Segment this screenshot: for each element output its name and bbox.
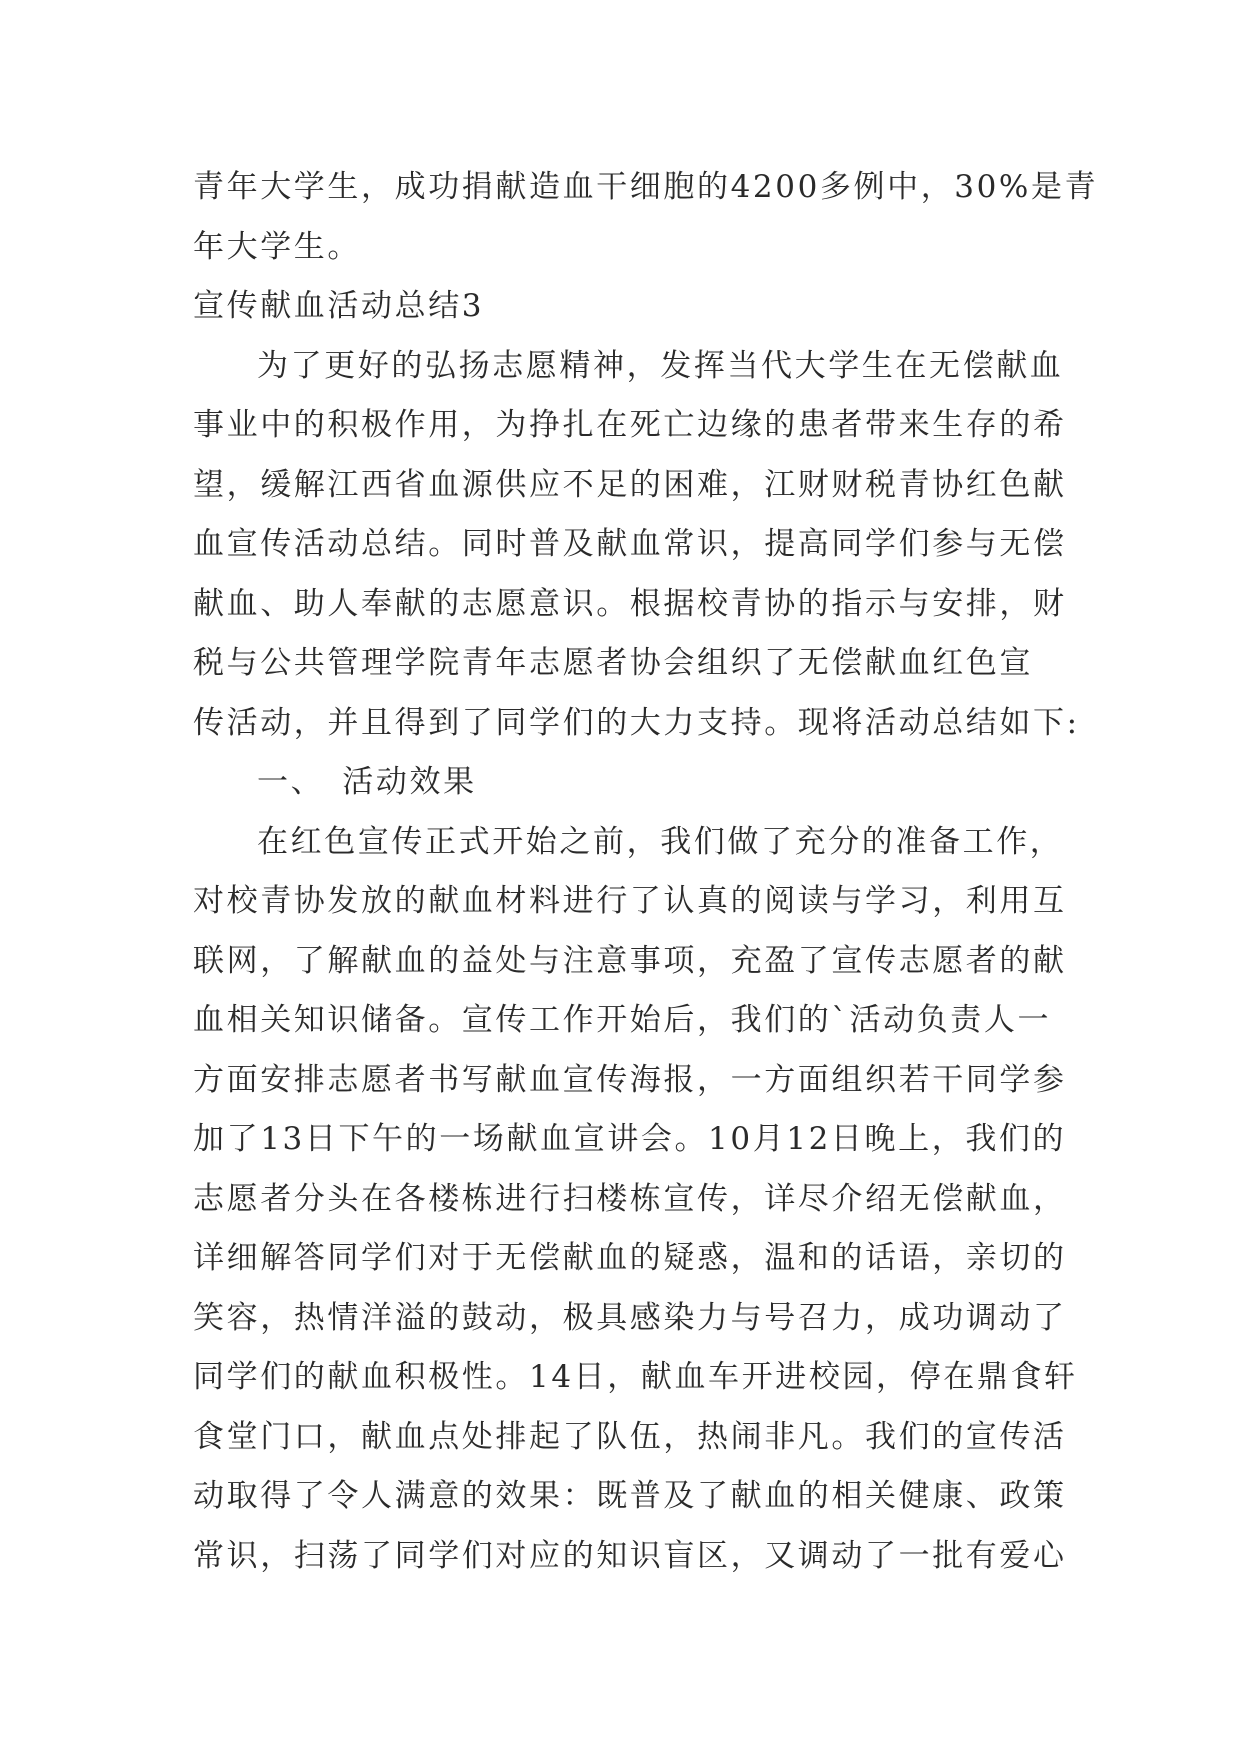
text-line: 联网，了解献血的益处与注意事项，充盈了宣传志愿者的献	[193, 942, 1067, 979]
section-heading: 宣传献血活动总结3	[193, 288, 485, 324]
text-line: 血宣传活动总结。同时普及献血常识，提高同学们参与无偿	[193, 526, 1067, 562]
text-line: 事业中的积极作用，为挣扎在死亡边缘的患者带来生存的希	[193, 407, 1067, 443]
text-line: 同学们的献血积极性。14日，献血车开进校园，停在鼎食轩	[193, 1359, 1078, 1395]
text-line: 传活动，并且得到了同学们的大力支持。现将活动总结如下:	[193, 704, 1080, 741]
text-line: 望，缓解江西省血源供应不足的困难，江财财税青协红色献	[193, 466, 1067, 503]
text-line: 方面安排志愿者书写献血宣传海报，一方面组织若干同学参	[193, 1061, 1067, 1098]
text-line: 食堂门口，献血点处排起了队伍，热闹非凡。我们的宣传活	[193, 1418, 1067, 1455]
text-line: 血相关知识储备。宣传工作开始后，我们的`活动负责人一	[193, 1002, 1052, 1038]
text-line: 税与公共管理学院青年志愿者协会组织了无偿献血红色宣	[193, 645, 1033, 681]
text-line: 志愿者分头在各楼栋进行扫楼栋宣传，详尽介绍无偿献血，	[193, 1180, 1067, 1217]
text-line: 对校青协发放的献血材料进行了认真的阅读与学习，利用互	[193, 883, 1067, 919]
text-line: 详细解答同学们对于无偿献血的疑惑，温和的话语，亲切的	[193, 1240, 1067, 1276]
document-body	[193, 158, 1099, 1586]
text-line: 笑容，热情洋溢的鼓动，极具感染力与号召力，成功调动了	[193, 1299, 1067, 1336]
text-line: 常识，扫荡了同学们对应的知识盲区，又调动了一批有爱心	[193, 1537, 1067, 1574]
text-line: 年大学生。	[193, 228, 361, 265]
subsection-heading: 一、 活动效果	[257, 764, 477, 800]
text-line: 动取得了令人满意的效果：既普及了献血的相关健康、政策	[193, 1478, 1067, 1514]
text-line: 献血、助人奉献的志愿意识。根据校青协的指示与安排，财	[193, 585, 1067, 622]
paragraph-start-line: 在红色宣传正式开始之前，我们做了充分的准备工作，	[257, 823, 1064, 860]
paragraph-start-line: 为了更好的弘扬志愿精神，发挥当代大学生在无偿献血	[257, 347, 1064, 384]
text-line: 加了13日下午的一场献血宣讲会。10月12日晚上，我们的	[193, 1121, 1067, 1157]
text-line: 青年大学生，成功捐献造血干细胞的4200多例中，30%是青	[193, 169, 1099, 205]
